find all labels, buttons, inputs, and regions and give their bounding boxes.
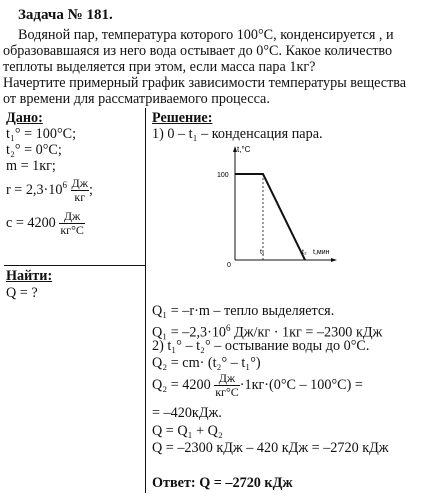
find-q: Q = ? — [6, 285, 38, 301]
y-tick-label: 100 — [217, 172, 229, 179]
solution-q1-calc: $Q_1 = -2,3\cdot 10^6$ Дж/кг · 1кг = –2300 кДж — [152, 323, 383, 341]
find-heading: Найти: — [6, 268, 53, 284]
solution-heading: Решение: — [152, 110, 213, 126]
solution-q2: Q₂ = cm· (t₂° – t₁°) — [152, 355, 261, 371]
column-divider — [145, 108, 146, 493]
y-axis-label: t,°С — [237, 145, 251, 154]
temperature-curve — [235, 174, 305, 260]
given-heading: Дано: — [6, 110, 43, 126]
given-t2: t₂° = 0°С; — [6, 142, 62, 158]
given-mass: m = 1кг; — [6, 158, 56, 174]
solution-q2-calc: Q₂ = 4200 $\frac{Дж}{кг^\circ С}$ ·1кг·(0°С – 100°С) = — [152, 371, 363, 399]
solution-q-sum: Q = Q₁ + Q₂ — [152, 423, 223, 439]
solution-q-calc: Q = –2300 кДж – 420 кДж = –2720 кДж — [152, 440, 389, 456]
given-r: $r = 2,3\cdot 10^6$ $\frac{Дж}{кг}$ ; — [6, 176, 93, 204]
x-tick-t2: t₂ — [302, 249, 307, 256]
given-t1: t₁° = 100°С; — [6, 126, 77, 142]
x-axis-label: t,мин — [313, 249, 330, 256]
solution-step2: 2) t₁° – t₂° – остывание воды до 0°С. — [152, 338, 370, 354]
task-text-line: Водяной пар, температура которого 100°С, конденсируется , и — [18, 27, 394, 43]
solution-q2-result: = –420кДж. — [152, 405, 222, 421]
solution-q1: Q₁ = –r·m – тепло выделяется. — [152, 303, 335, 319]
task-text-line: теплоты выделяется при этом, если масса пара 1кг? — [3, 59, 316, 75]
answer: Ответ: Q = –2720 кДж — [152, 475, 293, 491]
given-c: c = 4200 $\frac{Дж}{кг^\circ С}$ — [6, 209, 84, 237]
given-separator — [4, 265, 145, 266]
task-text-line: образовавшаяся из него вода остывает до 0°С. Какое количество — [3, 43, 393, 59]
x-tick-t1: t₁ — [260, 249, 265, 256]
solution-step1: 1) 0 – t₁ – конденсация пара. — [152, 126, 323, 142]
task-text-line: Начертите примерный график зависимости температуры вещества — [3, 75, 407, 91]
temperature-time-graph — [205, 142, 345, 268]
task-title: Задача № 181. — [18, 7, 113, 23]
x-origin-label: 0 — [227, 262, 231, 268]
task-text-line: от времени для рассматриваемого процесса. — [3, 91, 270, 107]
x-axis-arrow — [331, 258, 337, 262]
